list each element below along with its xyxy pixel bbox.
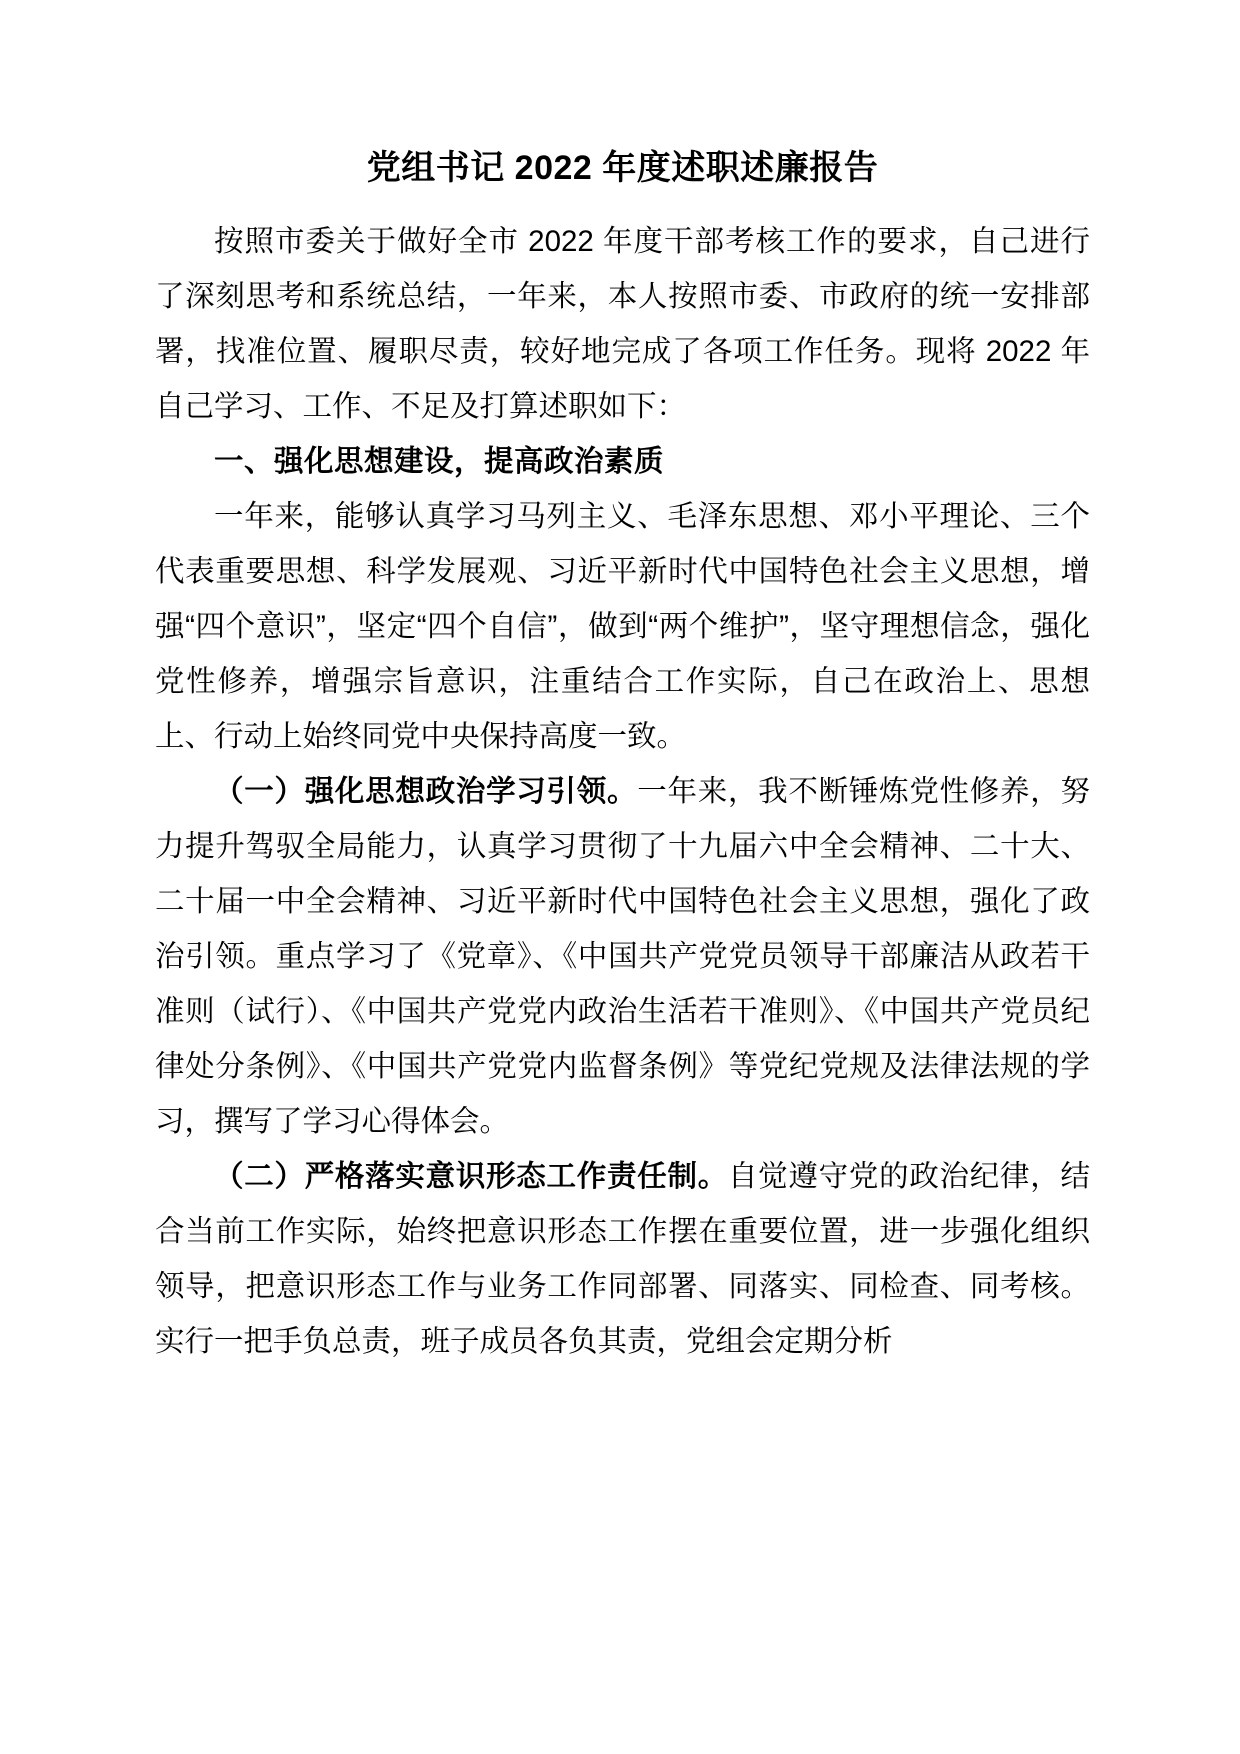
subsection-1-1-lead: （一）强化思想政治学习引领。	[214, 774, 638, 808]
opening-paragraph: 按照市委关于做好全市 2022 年度干部考核工作的要求，自己进行了深刻思考和系统总结，一年来，本人按照市委、市政府的统一安排部署，找准位置、履职尽责，较好地完成了各项工作任务。现将 2022 年自己学习、工作、不足及打算述职如下：	[155, 224, 1090, 423]
page-title: 党组书记 2022 年度述职述廉报告	[366, 149, 879, 187]
subsection-1-2-lead: （二）严格落实意识形态工作责任制。	[214, 1159, 728, 1193]
subsection-1-1	[155, 764, 1090, 1149]
section-heading-1: 一、强化思想建设，提高政治素质	[214, 444, 665, 478]
subsection-1-2	[155, 1149, 1090, 1369]
section-1-body: 一年来，能够认真学习马列主义、毛泽东思想、邓小平理论、三个代表重要思想、科学发展观、习近平新时代中国特色社会主义思想，增强“四个意识”，坚定“四个自信”，做到“两个维护”，坚守理想信念，强化党性修养，增强宗旨意识，注重结合工作实际，自己在政治上、思想上、行动上始终同党中央保持高度一致。	[155, 499, 1090, 753]
subsection-1-2-body: 自觉遵守党的政治纪律，结合当前工作实际，始终把意识形态工作摆在重要位置，进一步强化组织领导，把意识形态工作与业务工作同部署、同落实、同检查、同考核。实行一把手负总责，班子成员各负其责，党组会定期分析	[155, 1159, 1090, 1358]
subsection-1-1-body: 一年来，我不断锤炼党性修养，努力提升驾驭全局能力，认真学习贯彻了十九届六中全会精神、二十大、二十届一中全会精神、习近平新时代中国特色社会主义思想，强化了政治引领。重点学习了《党章》、《中国共产党党员领导干部廉洁从政若干准则（试行）、《中国共产党党内政治生活若干准则》、《中国共产党员纪律处分条例》、《中国共产党党内监督条例》等党纪党规及法律法规的学习，撰写了学习心得体会。	[155, 774, 1090, 1138]
